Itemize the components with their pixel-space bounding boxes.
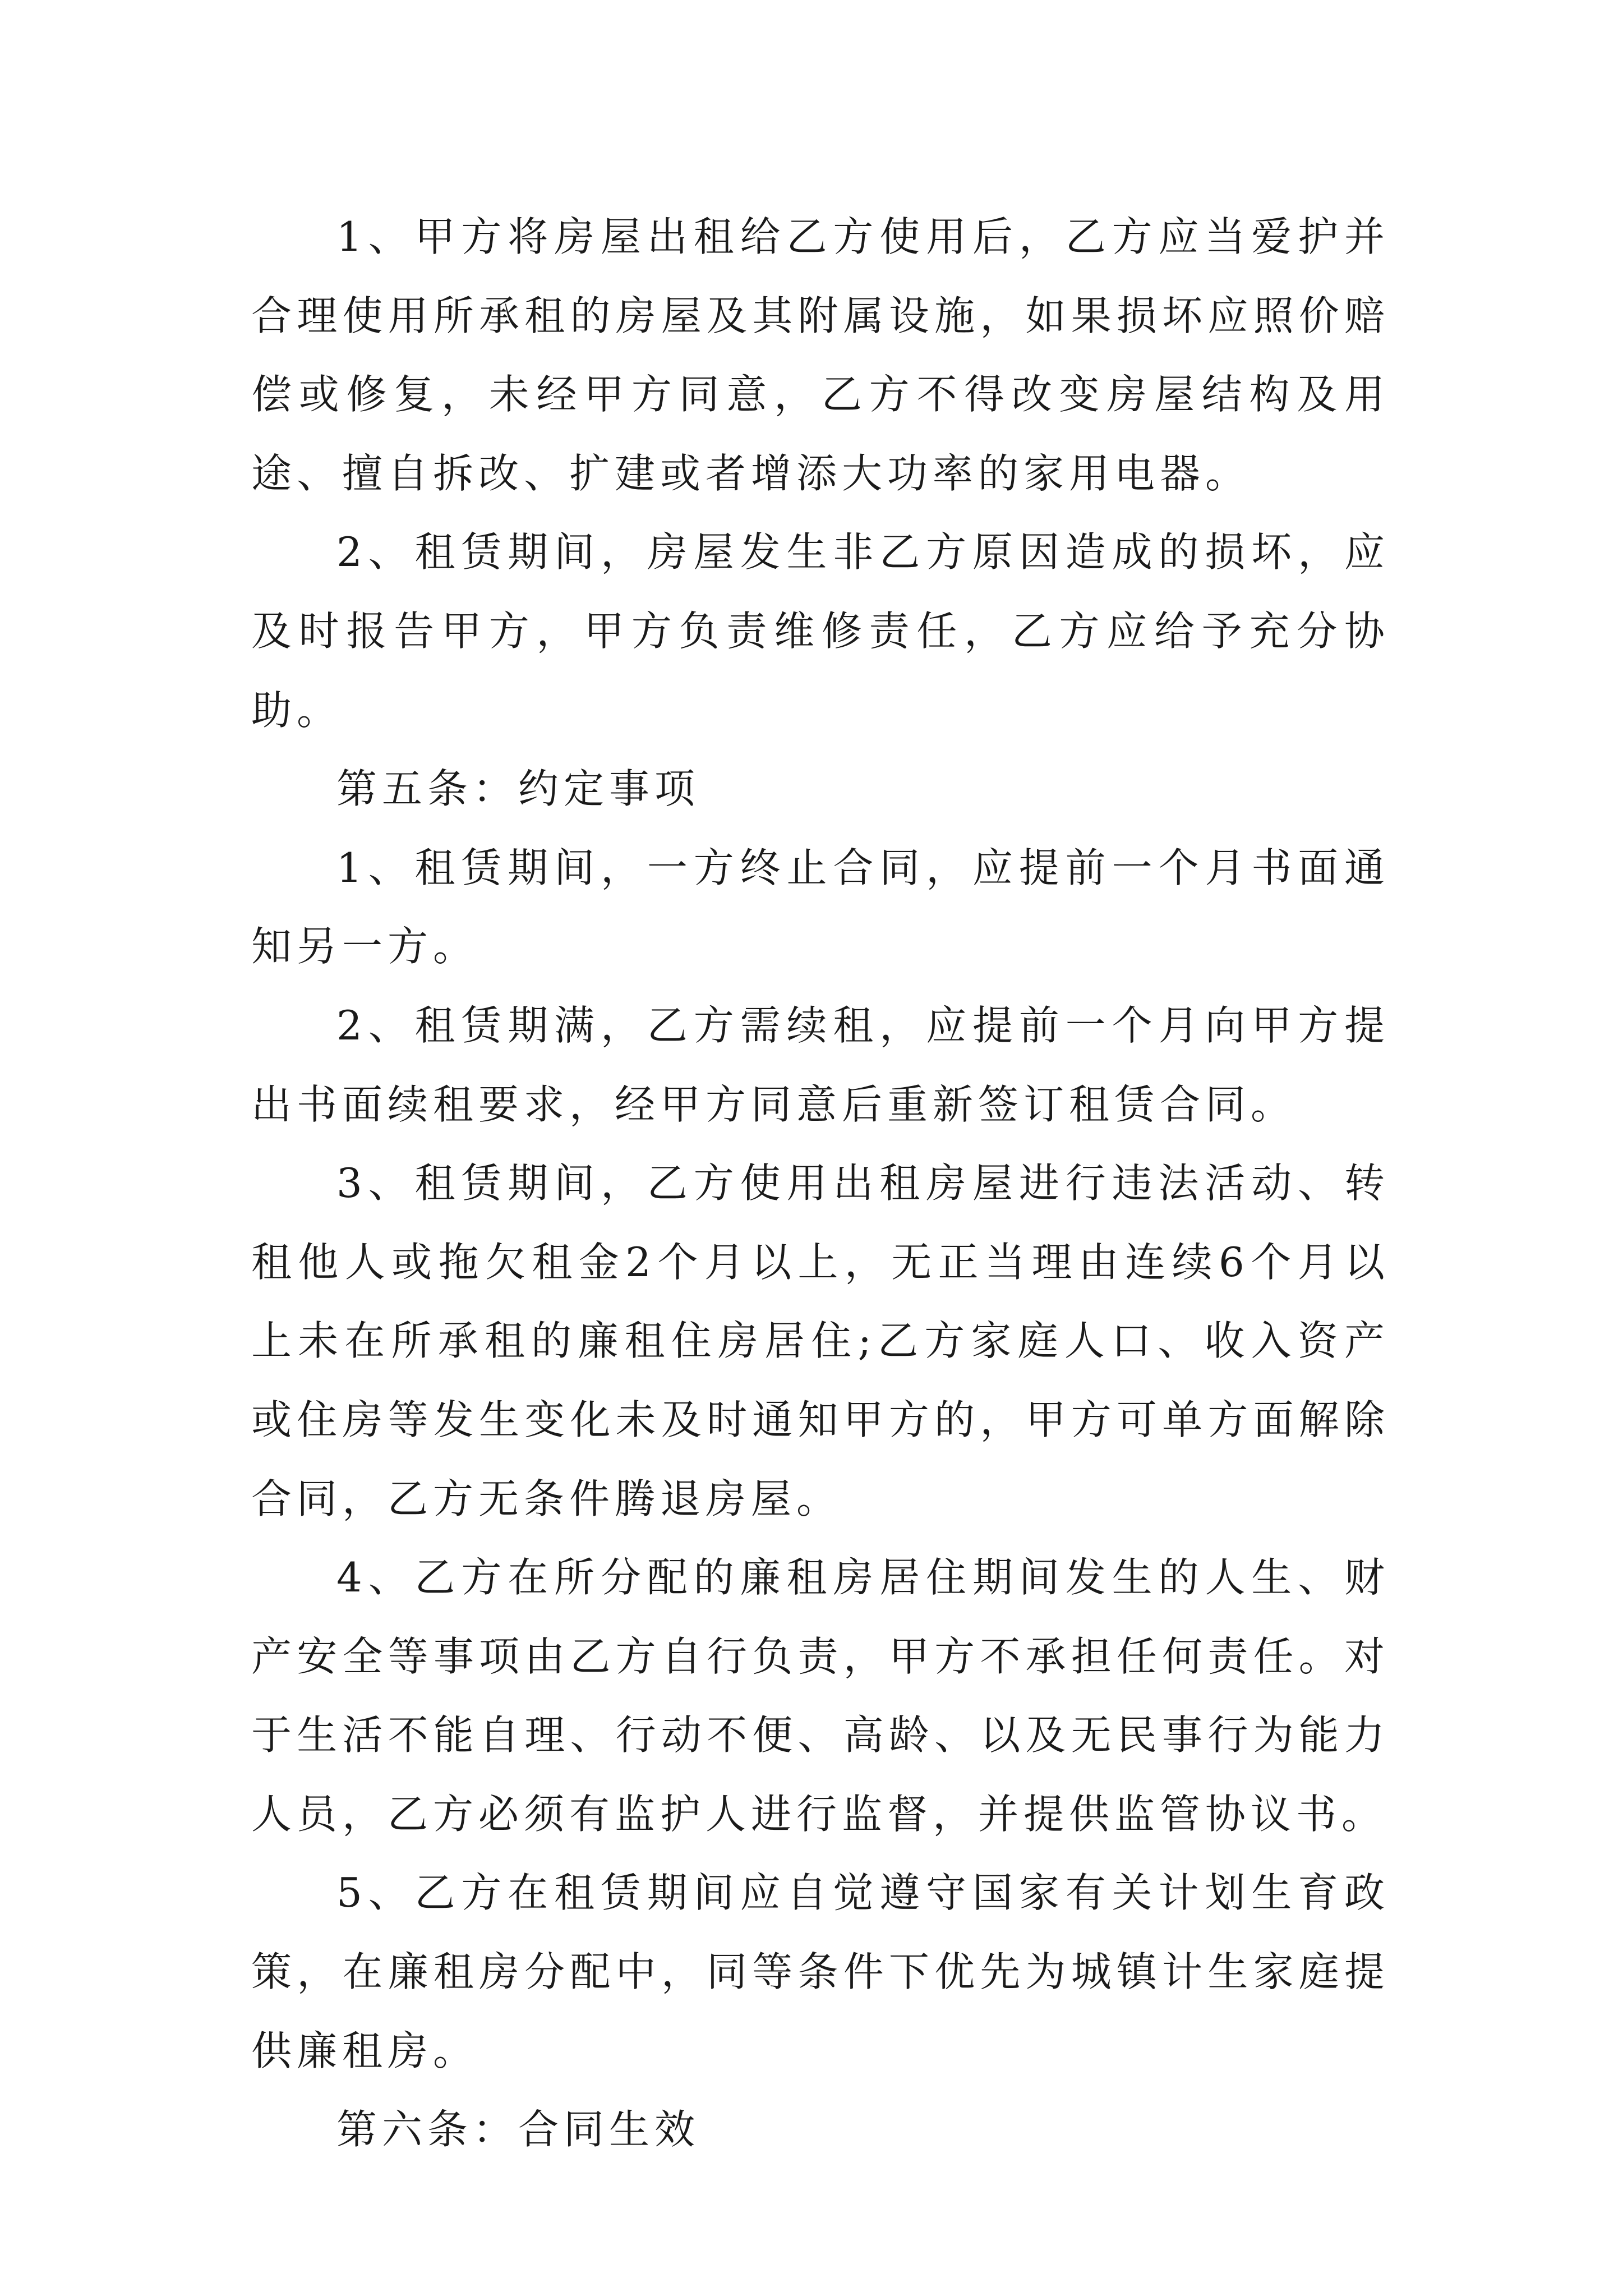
clause-paragraph: 1、租赁期间，一方终止合同，应提前一个月书面通知另一方。 [251,844,1390,970]
clause-paragraph: 4、乙方在所分配的廉租房居住期间发生的人生、财产安全等事项由乙方自行负责，甲方不承担任何责任。对于生活不能自理、行动不便、高龄、以及无民事行为能力人员，乙方必须有监护人进行监督，并提供监管协议书。 [251,1554,1390,1838]
clause-paragraph: 2、租赁期满，乙方需续租，应提前一个月向甲方提出书面续租要求，经甲方同意后重新签订租赁合同。 [251,1001,1390,1128]
section-heading: 第六条：合同生效 [336,2106,700,2154]
clause-paragraph: 2、租赁期间，房屋发生非乙方原因造成的损坏，应及时报告甲方，甲方负责维修责任，乙方应给予充分协助。 [251,528,1390,734]
document-body [251,197,1390,2169]
section-heading: 第五条：约定事项 [336,765,700,813]
clause-paragraph: 3、租赁期间，乙方使用出租房屋进行违法活动、转租他人或拖欠租金2个月以上，无正当理由连续6个月以上未在所承租的廉租住房居住;乙方家庭人口、收入资产或住房等发生变化未及时通知甲方的，甲方可单方面解除合同，乙方无条件腾退房屋。 [251,1159,1390,1522]
clause-paragraph: 1、甲方将房屋出租给乙方使用后，乙方应当爱护并合理使用所承租的房屋及其附属设施，如果损坏应照价赔偿或修复，未经甲方同意，乙方不得改变房屋结构及用途、擅自拆改、扩建或者增添大功率的家用电器。 [251,213,1390,497]
clause-paragraph: 5、乙方在租赁期间应自觉遵守国家有关计划生育政策，在廉租房分配中，同等条件下优先为城镇计生家庭提供廉租房。 [251,1869,1390,2074]
